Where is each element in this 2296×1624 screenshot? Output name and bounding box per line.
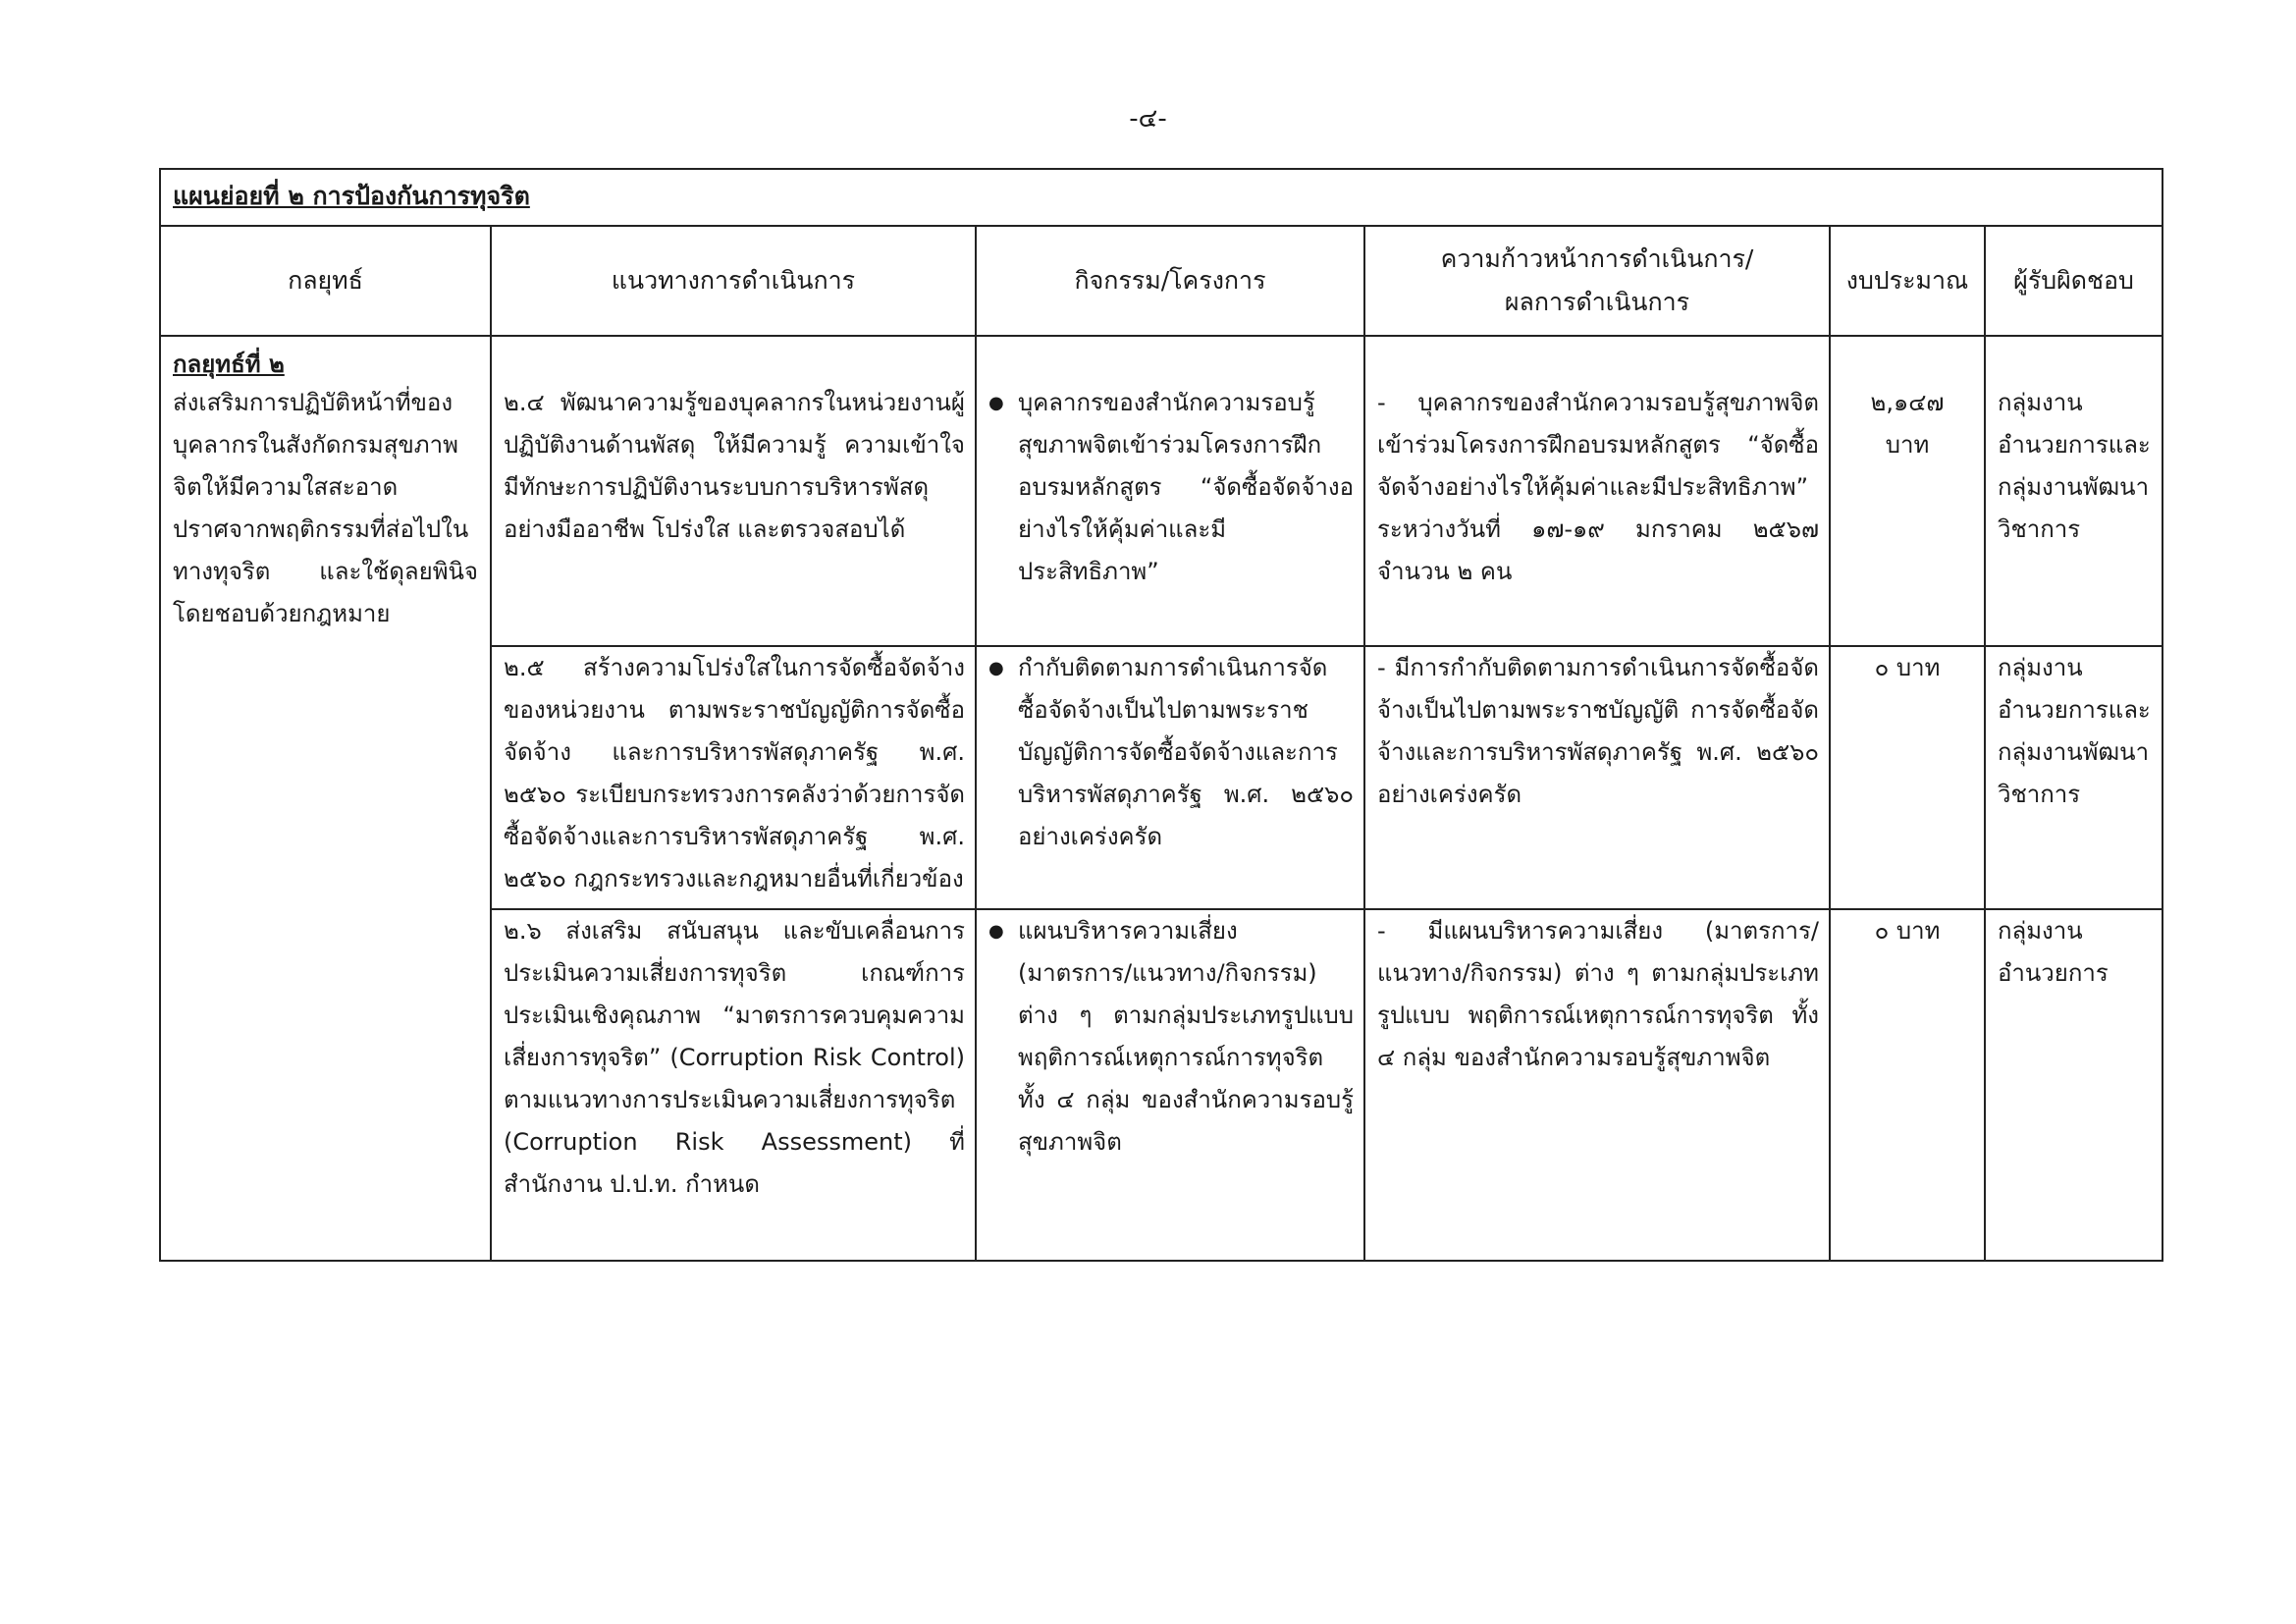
progress-cell: - มีแผนบริหารความเสี่ยง (มาตรการ/แนวทาง/กิจกรรม) ต่าง ๆ ตามกลุ่มประเภทรูปแบบ พฤติการณ์เหตุการณ์การทุจริต ทั้ง ๔ กลุ่ม ของสำนักความรอบรู้สุขภาพจิต bbox=[1364, 909, 1830, 1261]
responsible-line: วิชาการ bbox=[1998, 515, 2081, 543]
bullet-icon: ● bbox=[988, 393, 1004, 413]
responsible-line: อำนวยการและ bbox=[1998, 431, 2151, 459]
header-strategy: กลยุทธ์ bbox=[160, 226, 491, 336]
responsible-line: กลุ่มงาน bbox=[1998, 917, 2083, 945]
header-budget: งบประมาณ bbox=[1830, 226, 1985, 336]
responsible-cell bbox=[1985, 909, 2163, 1261]
header-progress-line1: ความก้าวหน้าการดำเนินการ/ bbox=[1440, 244, 1754, 273]
table-row bbox=[160, 336, 2163, 646]
responsible-line: กลุ่มงานพัฒนา bbox=[1998, 473, 2150, 501]
plan-title: แผนย่อยที่ ๒ การป้องกันการทุจริต bbox=[173, 182, 530, 210]
activity-cell bbox=[976, 336, 1364, 646]
header-row bbox=[160, 226, 2163, 336]
responsible-line: อำนวยการและ bbox=[1998, 696, 2151, 724]
plan-table bbox=[159, 168, 2163, 1262]
activity-cell bbox=[976, 909, 1364, 1261]
plan-title-cell bbox=[160, 169, 2163, 226]
budget-unit: บาท bbox=[1885, 431, 1930, 459]
activity-text: กำกับติดตามการดำเนินการจัดซื้อจัดจ้างเป็นไปตามพระราชบัญญัติการจัดซื้อจัดจ้างและการบริหารพัสดุภาครัฐ พ.ศ. ๒๕๖๐ อย่างเคร่งครัด bbox=[1018, 654, 1354, 850]
approach-cell: ๒.๔ พัฒนาความรู้ของบุคลากรในหน่วยงานผู้ปฏิบัติงานด้านพัสดุ ให้มีความรู้ ความเข้าใจ มีทักษะการปฏิบัติงานระบบการบริหารพัสดุอย่างมืออาชีพ โปร่งใส และตรวจสอบได้ bbox=[491, 336, 976, 646]
activity-cell bbox=[976, 646, 1364, 909]
bullet-icon: ● bbox=[988, 658, 1004, 678]
responsible-cell bbox=[1985, 646, 2163, 909]
page-number: -๔- bbox=[1129, 104, 1167, 134]
budget-amount: ๐ บาท bbox=[1874, 917, 1941, 945]
approach-cell: ๒.๖ ส่งเสริม สนับสนุน และขับเคลื่อนการประเมินความเสี่ยงการทุจริต เกณฑ์การประเมินเชิงคุณภาพ “มาตรการควบคุมความเสี่ยงการทุจริต” (Corruption Risk Control) ตามแนวทางการประเมินความเสี่ยงการทุจริต (Corruption Risk Assessment) ที่สำนักงาน ป.ป.ท. กำหนด bbox=[491, 909, 976, 1261]
budget-amount: ๒,๑๔๗ bbox=[1870, 389, 1945, 416]
header-approach: แนวทางการดำเนินการ bbox=[491, 226, 976, 336]
responsible-line: อำนวยการ bbox=[1998, 959, 2109, 987]
activity-text: บุคลากรของสำนักความรอบรู้สุขภาพจิตเข้าร่วมโครงการฝึกอบรมหลักสูตร “จัดซื้อจัดจ้างอย่างไรให้คุ้มค่าและมีประสิทธิภาพ” bbox=[1018, 389, 1354, 585]
bullet-icon: ● bbox=[988, 921, 1004, 942]
responsible-line: กลุ่มงาน bbox=[1998, 654, 2083, 681]
budget-cell bbox=[1830, 336, 1985, 646]
approach-cell: ๒.๕ สร้างความโปร่งใสในการจัดซื้อจัดจ้างของหน่วยงาน ตามพระราชบัญญัติการจัดซื้อจัดจ้าง และการบริหารพัสดุภาครัฐ พ.ศ. ๒๕๖๐ ระเบียบกระทรวงการคลังว่าด้วยการจัดซื้อจัดจ้างและการบริหารพัสดุภาครัฐ พ.ศ. ๒๕๖๐ กฎกระทรวงและกฎหมายอื่นที่เกี่ยวข้อง bbox=[491, 646, 976, 909]
budget-cell bbox=[1830, 646, 1985, 909]
responsible-cell bbox=[1985, 336, 2163, 646]
responsible-line: วิชาการ bbox=[1998, 781, 2081, 808]
budget-amount: ๐ บาท bbox=[1874, 654, 1941, 681]
progress-cell: - บุคลากรของสำนักความรอบรู้สุขภาพจิตเข้าร่วมโครงการฝึกอบรมหลักสูตร “จัดซื้อจัดจ้างอย่างไรให้คุ้มค่าและมีประสิทธิภาพ” ระหว่างวันที่ ๑๗-๑๙ มกราคม ๒๕๖๗ จำนวน ๒ คน bbox=[1364, 336, 1830, 646]
header-activity: กิจกรรม/โครงการ bbox=[976, 226, 1364, 336]
progress-cell: - มีการกำกับติดตามการดำเนินการจัดซื้อจัดจ้างเป็นไปตามพระราชบัญญัติ การจัดซื้อจัดจ้างและการบริหารพัสดุภาครัฐ พ.ศ. ๒๕๖๐ อย่างเคร่งครัด bbox=[1364, 646, 1830, 909]
header-responsible: ผู้รับผิดชอบ bbox=[1985, 226, 2163, 336]
responsible-line: กลุ่มงานพัฒนา bbox=[1998, 738, 2150, 766]
strategy-description: ส่งเสริมการปฏิบัติหน้าที่ของบุคลากรในสังกัดกรมสุขภาพจิตให้มีความใสสะอาดปราศจากพฤติกรรมที่ส่อไปในทางทุจริต และใช้ดุลยพินิจโดยชอบด้วยกฎหมาย bbox=[173, 389, 478, 627]
responsible-line: กลุ่มงาน bbox=[1998, 389, 2083, 416]
activity-text: แผนบริหารความเสี่ยง (มาตรการ/แนวทาง/กิจกรรม) ต่าง ๆ ตามกลุ่มประเภทรูปแบบพฤติการณ์เหตุการณ์การทุจริต ทั้ง ๔ กลุ่ม ของสำนักความรอบรู้สุขภาพจิต bbox=[1018, 917, 1354, 1156]
strategy-title: กลยุทธ์ที่ ๒ bbox=[173, 351, 285, 378]
header-progress bbox=[1364, 226, 1830, 336]
header-progress-line2: ผลการดำเนินการ bbox=[1504, 288, 1690, 316]
strategy-cell bbox=[160, 336, 491, 1261]
budget-cell bbox=[1830, 909, 1985, 1261]
